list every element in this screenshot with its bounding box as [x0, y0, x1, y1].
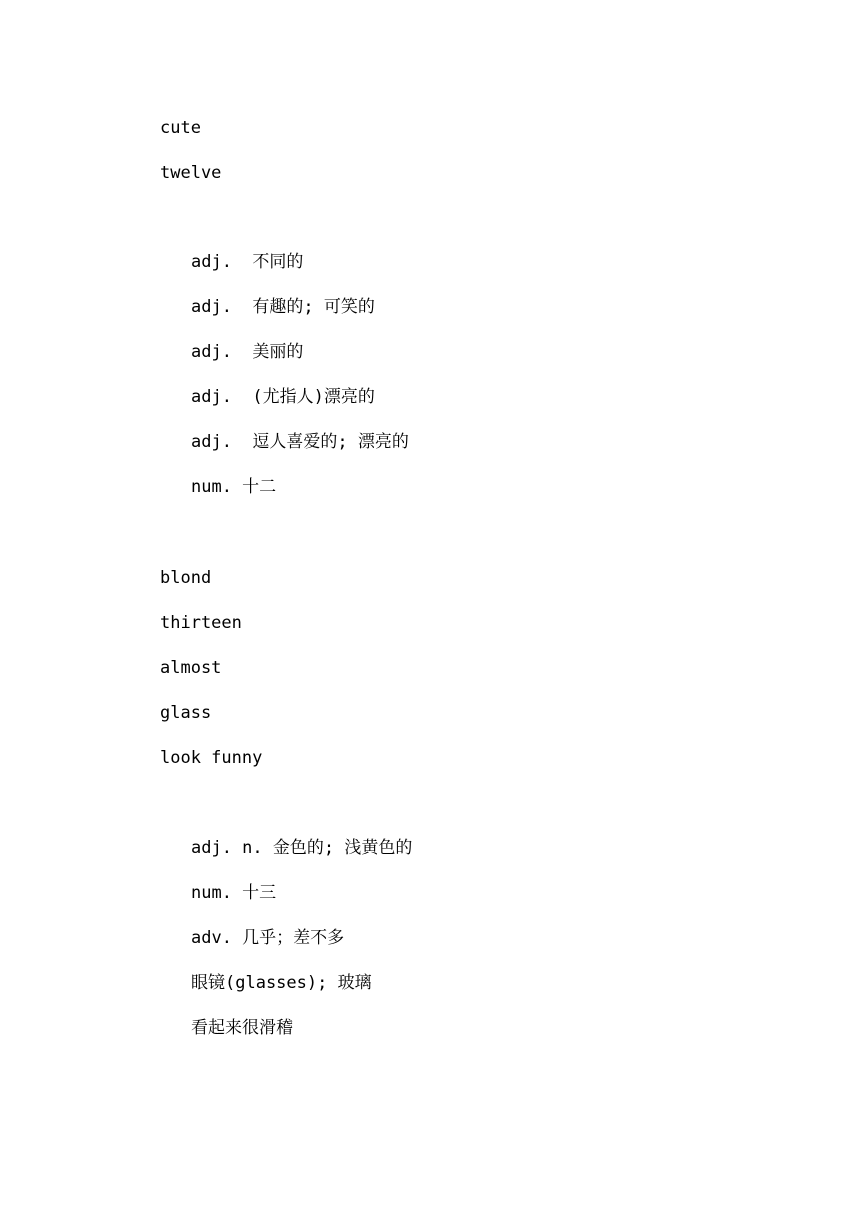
definition-list-2 — [160, 838, 412, 1063]
definition-item: 眼镜(glasses); 玻璃 — [191, 973, 372, 993]
definition-item: adj. n. 金色的; 浅黄色的 — [191, 838, 413, 858]
definition-item: adj. (尤指人)漂亮的 — [191, 387, 375, 407]
word-list-1 — [160, 118, 221, 208]
definition-item: adj. 美丽的 — [191, 342, 304, 362]
word-list-2 — [160, 568, 262, 793]
word-item: thirteen — [160, 613, 242, 633]
word-item: look funny — [160, 748, 263, 768]
definition-item: adj. 有趣的; 可笑的 — [191, 297, 375, 317]
definition-item: adj. 不同的 — [191, 252, 304, 272]
definition-item: adj. 逗人喜爱的; 漂亮的 — [191, 432, 409, 452]
definition-item: 看起来很滑稽 — [191, 1018, 293, 1038]
word-item: cute — [160, 118, 201, 138]
definition-item: adv. 几乎；差不多 — [191, 928, 345, 948]
word-item: glass — [160, 703, 212, 723]
word-item: almost — [160, 658, 222, 678]
definition-item: num. 十三 — [191, 883, 277, 903]
word-item: twelve — [160, 163, 222, 183]
definition-item: num. 十二 — [191, 477, 277, 497]
word-item: blond — [160, 568, 212, 588]
definition-list-1 — [160, 252, 409, 522]
